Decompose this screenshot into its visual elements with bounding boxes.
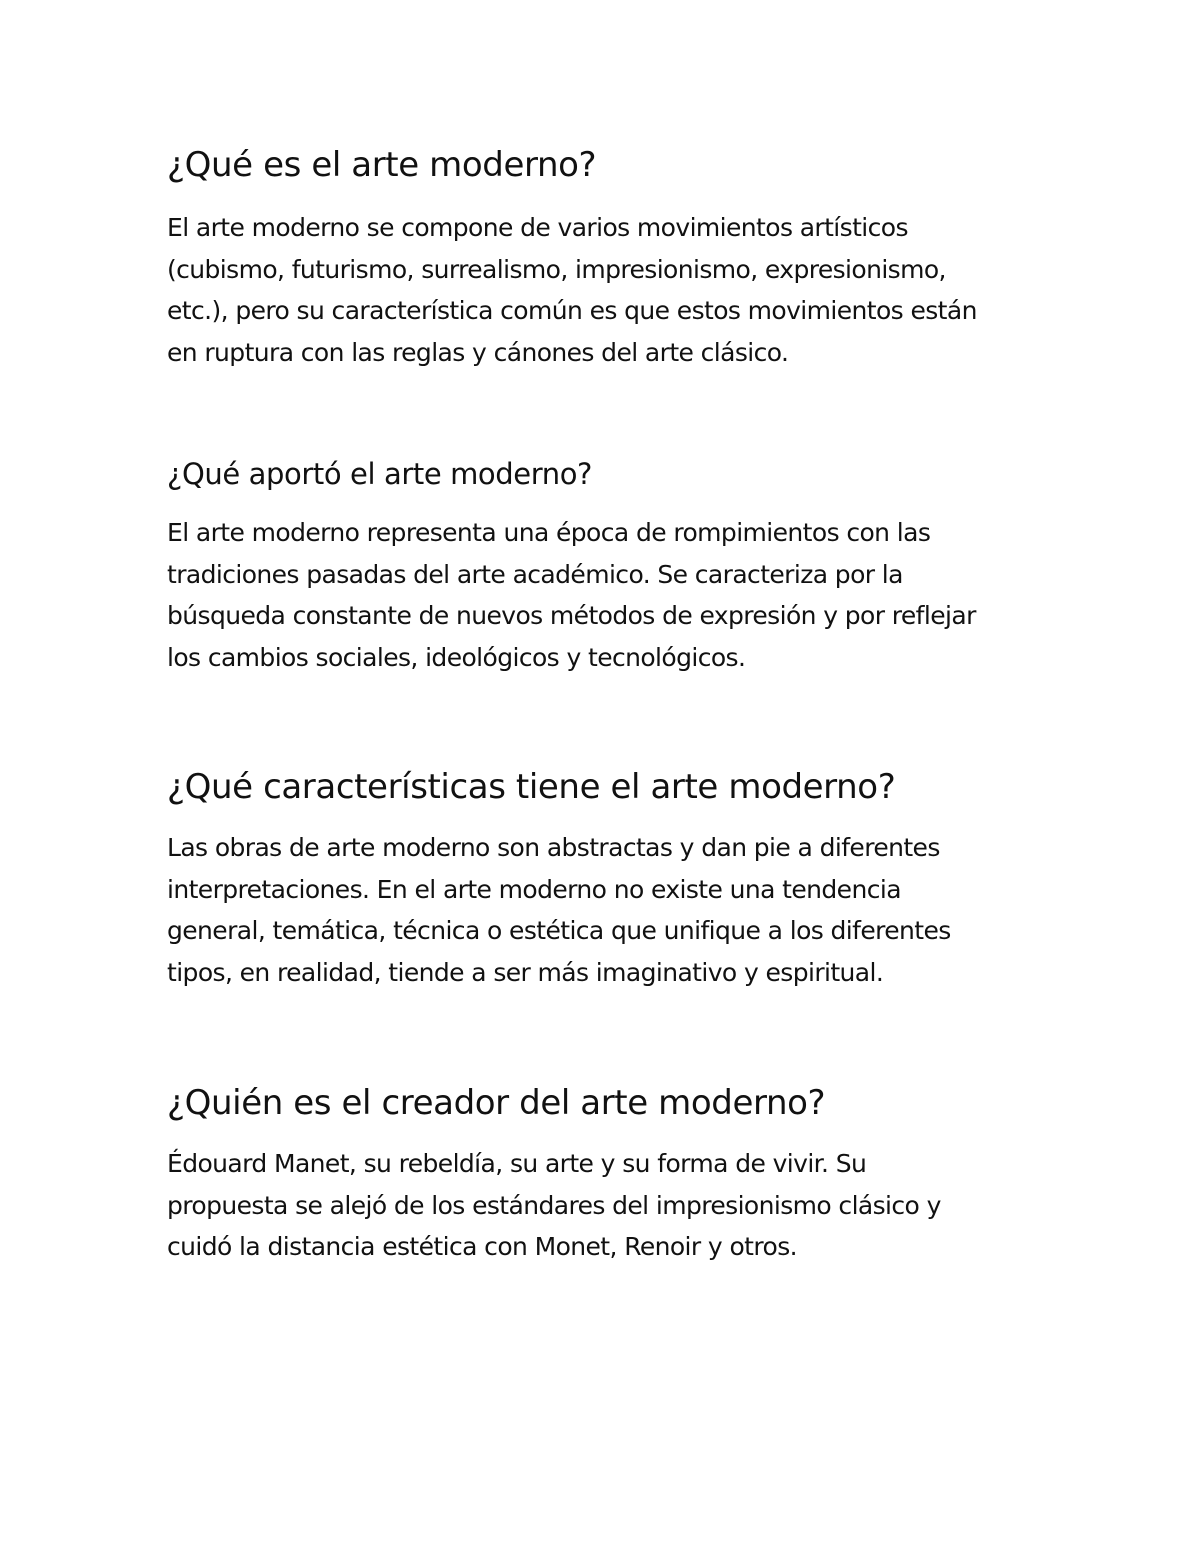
paragraph-line: cuidó la distancia estética con Monet, Renoir y otros.: [167, 1232, 797, 1261]
section-heading: ¿Qué aportó el arte moderno?: [167, 457, 593, 491]
paragraph-line: Édouard Manet, su rebeldía, su arte y su forma de vivir. Su: [167, 1149, 867, 1178]
section-paragraph: [167, 512, 1047, 678]
section-caracteristicas: [167, 761, 1047, 993]
paragraph-line: Las obras de arte moderno son abstractas y dan pie a diferentes: [167, 833, 940, 862]
paragraph-line: (cubismo, futurismo, surrealismo, impresionismo, expresionismo,: [167, 254, 946, 284]
paragraph-line: tipos, en realidad, tiende a ser más imaginativo y espiritual.: [167, 957, 884, 987]
section-heading: ¿Quién es el creador del arte moderno?: [167, 1083, 826, 1123]
section-paragraph: [167, 827, 1047, 993]
paragraph-line: búsqueda constante de nuevos métodos de expresión y por reflejar: [167, 601, 976, 630]
section-paragraph: [167, 207, 1047, 373]
section-creador: [167, 1077, 1047, 1268]
paragraph-line: interpretaciones. En el arte moderno no existe una tendencia: [167, 874, 901, 904]
paragraph-line: propuesta se alejó de los estándares del impresionismo clásico y: [167, 1190, 941, 1220]
section-paragraph: [167, 1143, 1047, 1268]
paragraph-line: El arte moderno representa una época de rompimientos con las: [167, 518, 931, 547]
section-que-es: [167, 140, 1047, 373]
paragraph-line: general, temática, técnica o estética que unifique a los diferentes: [167, 916, 951, 945]
paragraph-line: en ruptura con las reglas y cánones del arte clásico.: [167, 337, 789, 367]
section-heading: ¿Qué es el arte moderno?: [167, 145, 597, 185]
paragraph-line: tradiciones pasadas del arte académico. Se caracteriza por la: [167, 559, 903, 589]
section-que-aporto: [167, 452, 1047, 678]
paragraph-line: etc.), pero su característica común es que estos movimientos están: [167, 296, 977, 325]
paragraph-line: El arte moderno se compone de varios movimientos artísticos: [167, 213, 908, 242]
section-heading: ¿Qué características tiene el arte moderno?: [167, 767, 896, 807]
paragraph-line: los cambios sociales, ideológicos y tecnológicos.: [167, 642, 746, 672]
